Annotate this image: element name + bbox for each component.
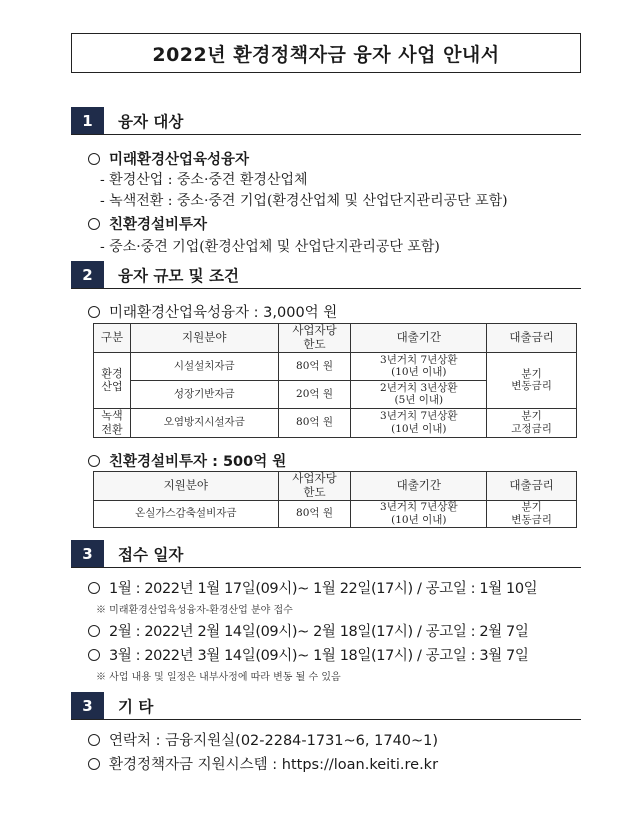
header-cell: 대출금리 [487,472,577,501]
loan-table-1 [93,323,577,438]
item-future-industry [88,148,249,169]
circle-bullet-icon [88,734,100,746]
schedule-jan [88,577,537,598]
section-label: 접수 일자 [118,545,184,564]
system-url-text: 환경정책자금 지원시스템 : https://loan.keiti.re.kr [109,757,439,773]
header-cell: 사업자당 한도 [278,472,351,501]
table-row [94,408,577,437]
item-text: 미래환경산업육성융자 : 3,000억 원 [109,305,338,321]
field-cell: 오염방지시설자금 [130,408,278,437]
contact-text: 연락처 : 금융지원실(02-2284-1731~6, 1740~1) [109,733,439,749]
item-text: 미래환경산업육성융자 [109,152,250,168]
field-cell: 성장기반자금 [130,380,278,408]
item-text: 친환경설비투자 [109,217,208,233]
table-header-row [94,324,577,353]
rate-cell: 분기 고정금리 [487,408,577,437]
page-title: 2022년 환경정책자금 융자 사업 안내서 [71,33,581,73]
circle-bullet-icon [88,649,100,661]
item-text: 친환경설비투자 : 500억 원 [109,454,287,470]
table2-title [88,450,286,471]
field-cell: 시설설치자금 [130,352,278,380]
rate-cell: 분기 변동금리 [487,352,577,408]
section-label: 기 타 [118,697,154,716]
limit-cell: 80억 원 [278,352,351,380]
circle-bullet-icon [88,218,100,230]
limit-cell: 20억 원 [278,380,351,408]
section-2-header [71,261,581,289]
header-cell: 대출금리 [487,324,577,353]
schedule-text: 2월 : 2022년 2월 14일(09시)~ 2월 18일(17시) / 공고일 : 2월 7일 [109,624,529,640]
field-cell: 온실가스감축설비자금 [94,500,279,527]
period-cell: 2년거치 3년상환 (5년 이내) [351,380,487,408]
schedule-text: 3월 : 2022년 3월 14일(09시)~ 1월 18일(17시) / 공고일 : 3월 7일 [109,648,529,664]
item-eco-facility [88,213,207,234]
limit-cell: 80억 원 [278,408,351,437]
category-cell: 녹색 전환 [94,408,131,437]
rate-cell: 분기 변동금리 [487,500,577,527]
circle-bullet-icon [88,306,100,318]
circle-bullet-icon [88,455,100,467]
header-cell: 구분 [94,324,131,353]
table-row [94,500,577,527]
section-label: 융자 대상 [118,112,184,131]
circle-bullet-icon [88,625,100,637]
schedule-feb [88,620,528,641]
loan-table-2 [93,471,577,528]
limit-cell: 80억 원 [278,500,351,527]
section-number: 2 [71,261,104,288]
section-4-header [71,692,581,720]
schedule-mar [88,644,528,665]
section-3-header [71,540,581,568]
period-cell: 3년거치 7년상환 (10년 이내) [351,500,487,527]
schedule-text: 1월 : 2022년 1월 17일(09시)~ 1월 22일(17시) / 공고일 : 1월 10일 [109,581,538,597]
table-header-row [94,472,577,501]
section-number: 3 [71,540,104,567]
table1-title [88,301,337,322]
header-cell: 대출기간 [351,324,487,353]
schedule-note: ※ 미래환경산업육성융자-환경산업 분야 접수 [96,605,293,616]
schedule-note: ※ 사업 내용 및 일정은 내부사정에 따라 변동 될 수 있음 [96,672,341,683]
circle-bullet-icon [88,758,100,770]
header-cell: 지원분야 [130,324,278,353]
header-cell: 사업자당 한도 [278,324,351,353]
header-cell: 지원분야 [94,472,279,501]
category-cell: 환경 산업 [94,352,131,408]
period-cell: 3년거치 7년상환 (10년 이내) [351,352,487,380]
circle-bullet-icon [88,582,100,594]
contact-line [88,729,438,750]
sub-item: - 중소·중견 기업(환경산업체 및 산업단지관리공단 포함) [100,239,440,255]
table-row [94,352,577,380]
section-number: 1 [71,107,104,134]
sub-item: - 녹색전환 : 중소·중견 기업(환경산업체 및 산업단지관리공단 포함) [100,193,508,209]
circle-bullet-icon [88,153,100,165]
section-number: 3 [71,692,104,719]
sub-item: - 환경산업 : 중소·중견 환경산업체 [100,172,308,188]
system-url-line [88,753,438,774]
header-cell: 대출기간 [351,472,487,501]
section-1-header [71,107,581,135]
section-label: 융자 규모 및 조건 [118,266,240,285]
period-cell: 3년거치 7년상환 (10년 이내) [351,408,487,437]
